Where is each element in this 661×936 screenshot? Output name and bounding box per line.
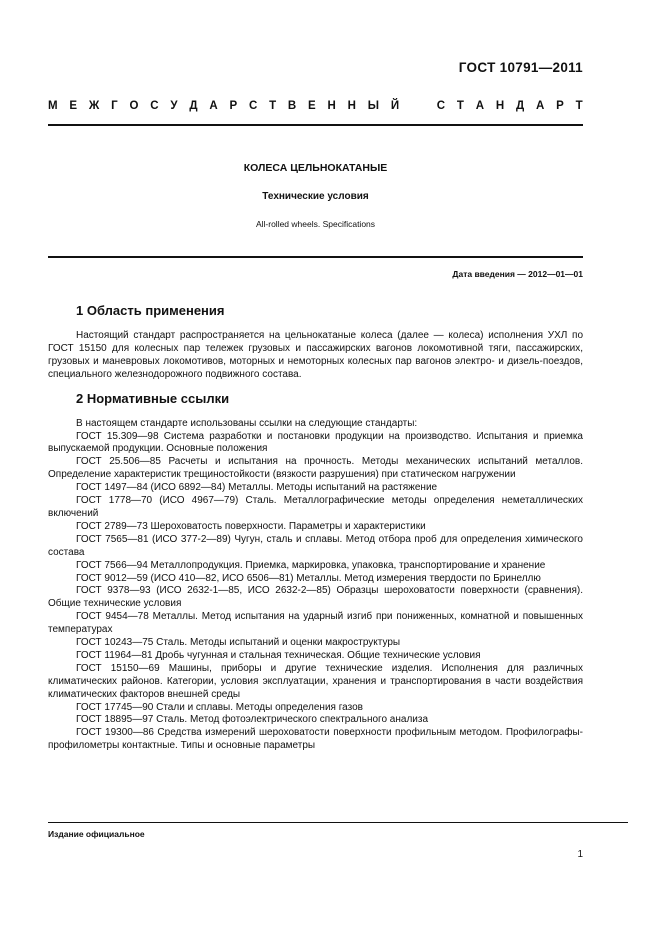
section-heading-references: 2 Нормативные ссылки: [76, 390, 230, 406]
official-edition-label: Издание официальное: [48, 829, 145, 839]
banner-letter: А: [209, 100, 218, 112]
banner-letter: Н: [347, 100, 356, 112]
banner-letter: Й: [390, 100, 400, 112]
document-title-english: All-rolled wheels. Specifications: [255, 219, 376, 229]
banner-letter: С: [150, 100, 159, 112]
reference-item: ГОСТ 2789—73 Шероховатость поверхности. Параметры и характеристики: [76, 520, 426, 532]
banner-letter: Д: [515, 100, 525, 112]
document-code: ГОСТ 10791—2011: [458, 60, 583, 75]
document-subtitle: Технические условия: [262, 191, 369, 202]
interstate-standard-banner: [48, 100, 583, 112]
banner-letter: Ы: [367, 100, 380, 112]
introduction-date: Дата введения — 2012—01—01: [452, 269, 583, 279]
banner-letter: Е: [69, 100, 78, 112]
reference-item: ГОСТ 15150—69 Машины, приборы и другие технические изделия. Исполнения для различных климатических районов. Категории, условия эксплуатации, хранения и транспортирования в части воздействия климатических факторов внешней среды: [48, 662, 583, 700]
banner-letter: А: [535, 100, 545, 112]
banner-letter: А: [475, 100, 485, 112]
section-heading-scope: 1 Область применения: [76, 303, 225, 318]
references-intro: В настоящем стандарте использованы ссылки на следующие стандарты:: [76, 417, 418, 429]
reference-item: ГОСТ 9378—93 (ИСО 2632-1—85, ИСО 2632-2—85) Образцы шероховатости поверхности (сравнения). Общие технические условия: [48, 585, 583, 610]
reference-item: ГОСТ 15.309—98 Система разработки и постановки продукции на производство. Испытания и приемка выпускаемой продукции. Основные положения: [48, 430, 583, 455]
banner-letter: Р: [556, 100, 564, 112]
banner-letter: Т: [269, 100, 277, 112]
header-rule: [48, 124, 583, 126]
banner-letter: Т: [456, 100, 464, 112]
page-number: 1: [577, 849, 583, 860]
reference-item: ГОСТ 11964—81 Дробь чугунная и стальная техническая. Общие технические условия: [76, 649, 481, 661]
reference-item: ГОСТ 25.506—85 Расчеты и испытания на прочность. Методы механических испытаний металлов. Определение характеристик трещиностойкости (вязкости разрушения) при статическом нагружении: [48, 456, 583, 481]
footer-rule: [48, 822, 628, 823]
banner-letter: Н: [495, 100, 505, 112]
reference-item: ГОСТ 19300—86 Средства измерений шероховатости поверхности профильным методом. Профилографы-профилометры контактные. Типы и основные параметры: [48, 727, 583, 752]
reference-item: ГОСТ 9012—59 (ИСО 410—82, ИСО 6506—81) Металлы. Метод измерения твердости по Бринеллю: [76, 572, 541, 584]
reference-item: ГОСТ 9454—78 Металлы. Метод испытания на ударный изгиб при пониженных, комнатной и повышенных температурах: [48, 611, 583, 636]
banner-letter: У: [170, 100, 178, 112]
reference-item: ГОСТ 17745—90 Стали и сплавы. Методы определения газов: [76, 701, 363, 713]
banner-letter: Т: [575, 100, 583, 112]
banner-letter: Н: [327, 100, 336, 112]
reference-item: ГОСТ 7566—94 Металлопродукция. Приемка, маркировка, упаковка, транспортирование и хранение: [76, 559, 546, 571]
banner-letter: В: [287, 100, 297, 112]
references-list: [48, 431, 583, 754]
banner-gap: [411, 100, 425, 112]
banner-letter: Ж: [88, 100, 100, 112]
reference-item: ГОСТ 1778—70 (ИСО 4967—79) Сталь. Металлографические методы определения неметаллических включений: [48, 495, 583, 519]
reference-item: ГОСТ 18895—97 Сталь. Метод фотоэлектрического спектрального анализа: [76, 714, 429, 726]
banner-letter: М: [48, 100, 58, 112]
banner-letter: Г: [111, 100, 118, 112]
reference-item: ГОСТ 1497—84 (ИСО 6892—84) Металлы. Методы испытаний на растяжение: [76, 482, 438, 494]
banner-letter: Р: [229, 100, 238, 112]
banner-letter: О: [129, 100, 139, 112]
banner-letter: Е: [308, 100, 316, 112]
banner-letter: С: [248, 100, 258, 112]
document-body: [48, 303, 583, 753]
document-title: КОЛЕСА ЦЕЛЬНОКАТАНЫЕ: [243, 162, 388, 174]
scope-paragraph: Настоящий стандарт распространяется на цельнокатаные колеса (далее — колеса) исполнения УХЛ по ГОСТ 15150 для колесных пар тележек грузовых и пассажирских вагонов локомотивной тяги, пассажирских, грузовых и маневровых локомотивов, моторных и немоторных колесных пар вагонов электро- и дизель-поездов, специального железнодорожного подвижного состава.: [48, 330, 583, 380]
reference-item: ГОСТ 7565—81 (ИСО 377-2—89) Чугун, сталь и сплавы. Метод отбора проб для определения химического состава: [48, 533, 583, 558]
banner-letter: Д: [189, 100, 198, 112]
banner-letter: С: [436, 100, 446, 112]
reference-item: ГОСТ 10243—75 Сталь. Методы испытаний и оценки макроструктуры: [76, 637, 401, 649]
title-rule: [48, 256, 583, 258]
